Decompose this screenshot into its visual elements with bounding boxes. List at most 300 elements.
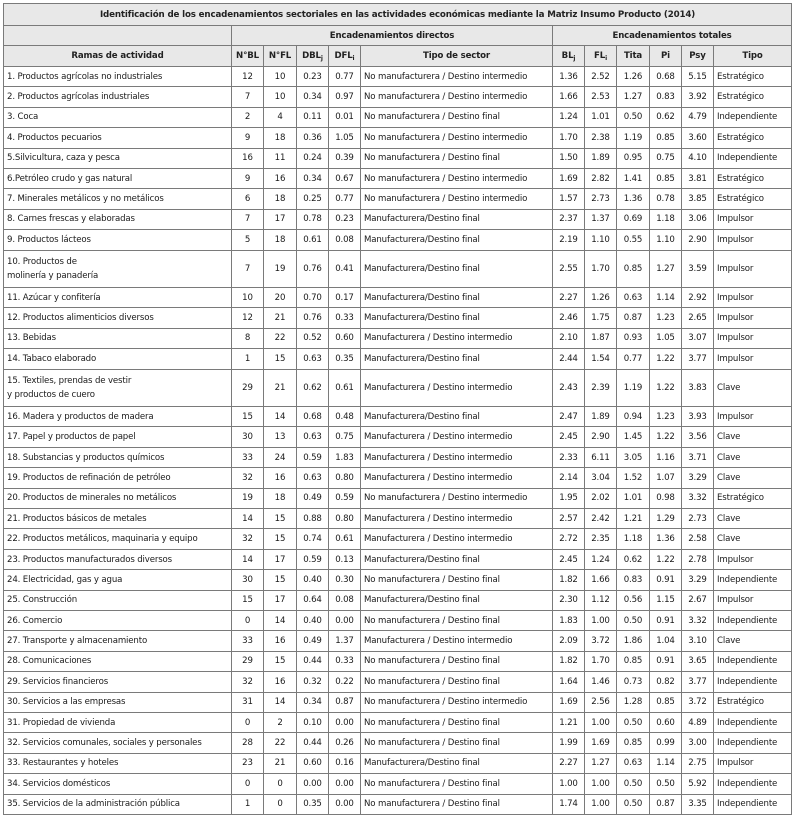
table-row	[4, 230, 792, 250]
nfl-cell: 18	[264, 488, 297, 508]
table-row	[4, 570, 792, 590]
tipo-sector-cell: Manufacturera / Destino intermedio	[361, 447, 553, 467]
nbl-cell: 7	[232, 250, 264, 288]
table-row	[4, 712, 792, 732]
nbl-cell: 8	[232, 328, 264, 348]
bl-cell: 2.27	[553, 753, 585, 773]
nbl-cell: 30	[232, 427, 264, 447]
nfl-cell: 22	[264, 328, 297, 348]
dfl-cell: 0.41	[329, 250, 361, 288]
nbl-cell: 9	[232, 128, 264, 148]
fl-cell: 1.89	[585, 407, 617, 427]
nbl-cell: 12	[232, 308, 264, 328]
nbl-cell: 31	[232, 692, 264, 712]
pi-cell: 1.14	[650, 288, 682, 308]
dfl-cell: 0.16	[329, 753, 361, 773]
nbl-cell: 12	[232, 67, 264, 87]
rama-line-2: y productos de cuero	[7, 389, 95, 400]
psy-cell: 3.32	[682, 488, 714, 508]
table-row	[4, 468, 792, 488]
col-header-tipo: Tipo	[714, 46, 792, 67]
nbl-cell: 2	[232, 107, 264, 127]
dfl-cell: 0.00	[329, 794, 361, 814]
pi-cell: 0.91	[650, 570, 682, 590]
table-row	[4, 87, 792, 107]
tipo-sector-cell: Manufacturera / Destino intermedio	[361, 468, 553, 488]
pi-cell: 0.78	[650, 189, 682, 209]
rama-cell: 34. Servicios domésticos	[4, 774, 232, 794]
nfl-cell: 10	[264, 87, 297, 107]
table-row	[4, 733, 792, 753]
tita-cell: 0.50	[617, 774, 650, 794]
col-header-pi: Pi	[650, 46, 682, 67]
psy-cell: 3.71	[682, 447, 714, 467]
nfl-cell: 17	[264, 549, 297, 569]
dbl-cell: 0.63	[297, 468, 329, 488]
pi-cell: 1.29	[650, 509, 682, 529]
tipo-sector-cell: No manufacturera / Destino intermedio	[361, 168, 553, 188]
tipo-sector-cell: Manufacturera / Destino intermedio	[361, 427, 553, 447]
psy-cell: 3.10	[682, 631, 714, 651]
dbl-cell: 0.10	[297, 712, 329, 732]
bl-cell: 2.14	[553, 468, 585, 488]
tipo-cell: Clave	[714, 447, 792, 467]
fl-cell: 1.01	[585, 107, 617, 127]
rama-cell: 31. Propiedad de vivienda	[4, 712, 232, 732]
tipo-sector-cell: No manufacturera / Destino intermedio	[361, 128, 553, 148]
rama-cell: 24. Electricidad, gas y agua	[4, 570, 232, 590]
tipo-cell: Clave	[714, 529, 792, 549]
fl-cell: 1.26	[585, 288, 617, 308]
fl-cell: 1.00	[585, 774, 617, 794]
table-row	[4, 651, 792, 671]
table-row	[4, 590, 792, 610]
tipo-cell: Impulsor	[714, 250, 792, 288]
tipo-cell: Independiente	[714, 651, 792, 671]
dfl-cell: 0.80	[329, 468, 361, 488]
table-row	[4, 692, 792, 712]
tipo-cell: Estratégico	[714, 189, 792, 209]
pi-cell: 1.22	[650, 427, 682, 447]
pi-cell: 1.22	[650, 549, 682, 569]
dbl-cell: 0.62	[297, 369, 329, 407]
table-row	[4, 672, 792, 692]
bl-cell: 1.74	[553, 794, 585, 814]
psy-cell: 2.75	[682, 753, 714, 773]
rama-cell: 6.Petróleo crudo y gas natural	[4, 168, 232, 188]
nfl-cell: 18	[264, 128, 297, 148]
tipo-cell: Independiente	[714, 774, 792, 794]
dbl-cell: 0.59	[297, 549, 329, 569]
nfl-cell: 14	[264, 407, 297, 427]
bl-cell: 2.09	[553, 631, 585, 651]
psy-cell: 3.59	[682, 250, 714, 288]
nbl-cell: 7	[232, 87, 264, 107]
tita-cell: 0.69	[617, 209, 650, 229]
psy-cell: 3.72	[682, 692, 714, 712]
nbl-cell: 5	[232, 230, 264, 250]
fl-cell: 2.02	[585, 488, 617, 508]
dbl-cell: 0.74	[297, 529, 329, 549]
tipo-sector-cell: Manufacturera / Destino intermedio	[361, 509, 553, 529]
tita-cell: 0.50	[617, 610, 650, 630]
nbl-cell: 32	[232, 468, 264, 488]
tipo-cell: Clave	[714, 468, 792, 488]
tita-cell: 1.18	[617, 529, 650, 549]
nbl-cell: 29	[232, 651, 264, 671]
bl-cell: 2.37	[553, 209, 585, 229]
fl-cell: 2.42	[585, 509, 617, 529]
tita-cell: 1.19	[617, 128, 650, 148]
tipo-sector-cell: Manufacturera / Destino intermedio	[361, 328, 553, 348]
col-header-nbl: N°BL	[232, 46, 264, 67]
psy-cell: 4.89	[682, 712, 714, 732]
nfl-cell: 17	[264, 590, 297, 610]
tita-cell: 0.50	[617, 712, 650, 732]
tipo-cell: Independiente	[714, 733, 792, 753]
pi-cell: 0.68	[650, 67, 682, 87]
tita-cell: 1.26	[617, 67, 650, 87]
dfl-cell: 0.08	[329, 590, 361, 610]
bl-cell: 2.45	[553, 427, 585, 447]
nbl-cell: 33	[232, 447, 264, 467]
nfl-cell: 21	[264, 753, 297, 773]
rama-cell: 25. Construcción	[4, 590, 232, 610]
bl-cell: 1.36	[553, 67, 585, 87]
dbl-cell: 0.59	[297, 447, 329, 467]
fl-cell: 3.04	[585, 468, 617, 488]
nbl-cell: 1	[232, 349, 264, 369]
bl-cell: 1.83	[553, 610, 585, 630]
dbl-cell: 0.61	[297, 230, 329, 250]
tipo-cell: Impulsor	[714, 328, 792, 348]
dbl-cell: 0.34	[297, 168, 329, 188]
input-output-linkages-table	[3, 3, 792, 815]
bl-cell: 2.10	[553, 328, 585, 348]
nfl-cell: 21	[264, 369, 297, 407]
tipo-cell: Impulsor	[714, 407, 792, 427]
rama-cell: 29. Servicios financieros	[4, 672, 232, 692]
pi-cell: 1.23	[650, 407, 682, 427]
rama-cell	[4, 369, 232, 407]
col-header-nfl: N°FL	[264, 46, 297, 67]
table-title: Identificación de los encadenamientos sectoriales en las actividades económicas mediante la Matriz Insumo Producto (2014)	[4, 4, 792, 26]
dbl-cell: 0.40	[297, 610, 329, 630]
psy-cell: 3.29	[682, 468, 714, 488]
dfl-cell: 0.00	[329, 712, 361, 732]
dbl-cell: 0.52	[297, 328, 329, 348]
tipo-cell: Independiente	[714, 570, 792, 590]
psy-cell: 3.29	[682, 570, 714, 590]
dbl-cell: 0.35	[297, 794, 329, 814]
nfl-cell: 18	[264, 230, 297, 250]
psy-cell: 2.58	[682, 529, 714, 549]
table-row	[4, 488, 792, 508]
psy-cell: 5.92	[682, 774, 714, 794]
dbl-cell: 0.25	[297, 189, 329, 209]
psy-cell: 3.65	[682, 651, 714, 671]
bl-cell: 2.46	[553, 308, 585, 328]
pi-cell: 1.05	[650, 328, 682, 348]
tita-cell: 0.50	[617, 107, 650, 127]
tipo-cell: Estratégico	[714, 168, 792, 188]
fl-cell: 6.11	[585, 447, 617, 467]
tipo-sector-cell: Manufacturera / Destino intermedio	[361, 529, 553, 549]
pi-cell: 1.18	[650, 209, 682, 229]
pi-cell: 1.16	[650, 447, 682, 467]
nbl-cell: 0	[232, 610, 264, 630]
psy-cell: 3.81	[682, 168, 714, 188]
psy-cell: 2.65	[682, 308, 714, 328]
nfl-cell: 19	[264, 250, 297, 288]
nfl-cell: 20	[264, 288, 297, 308]
psy-cell: 2.67	[682, 590, 714, 610]
rama-cell: 11. Azúcar y confitería	[4, 288, 232, 308]
rama-cell: 5.Silvicultura, caza y pesca	[4, 148, 232, 168]
dbl-cell: 0.49	[297, 488, 329, 508]
dfl-cell: 1.05	[329, 128, 361, 148]
col-header-dbl: $DBL_j$	[297, 46, 329, 67]
dbl-cell: 0.76	[297, 308, 329, 328]
nbl-cell: 10	[232, 288, 264, 308]
tita-cell: 0.95	[617, 148, 650, 168]
pi-cell: 1.22	[650, 349, 682, 369]
dbl-cell: 0.44	[297, 733, 329, 753]
dfl-cell: 0.61	[329, 369, 361, 407]
pi-cell: 0.83	[650, 87, 682, 107]
rama-cell: 17. Papel y productos de papel	[4, 427, 232, 447]
tipo-cell: Independiente	[714, 672, 792, 692]
tipo-sector-cell: Manufacturera/Destino final	[361, 753, 553, 773]
tipo-sector-cell: No manufacturera / Destino final	[361, 733, 553, 753]
tipo-sector-cell: Manufacturera/Destino final	[361, 549, 553, 569]
bl-cell: 1.50	[553, 148, 585, 168]
rama-cell: 7. Minerales metálicos y no metálicos	[4, 189, 232, 209]
dbl-cell: 0.88	[297, 509, 329, 529]
pi-cell: 1.10	[650, 230, 682, 250]
tipo-cell: Impulsor	[714, 753, 792, 773]
bl-cell: 1.99	[553, 733, 585, 753]
tipo-sector-cell: No manufacturera / Destino intermedio	[361, 692, 553, 712]
tipo-sector-cell: Manufacturera/Destino final	[361, 230, 553, 250]
tita-cell: 0.85	[617, 651, 650, 671]
nbl-cell: 14	[232, 509, 264, 529]
nfl-cell: 17	[264, 209, 297, 229]
tita-cell: 0.85	[617, 250, 650, 288]
dfl-cell: 0.00	[329, 610, 361, 630]
dbl-cell: 0.68	[297, 407, 329, 427]
tipo-cell: Estratégico	[714, 67, 792, 87]
dbl-cell: 0.64	[297, 590, 329, 610]
tipo-cell: Clave	[714, 427, 792, 447]
dfl-cell: 0.00	[329, 774, 361, 794]
nbl-cell: 7	[232, 209, 264, 229]
tita-cell: 0.73	[617, 672, 650, 692]
nbl-cell: 30	[232, 570, 264, 590]
tipo-cell: Independiente	[714, 148, 792, 168]
tita-cell: 1.45	[617, 427, 650, 447]
psy-cell: 3.00	[682, 733, 714, 753]
rama-cell: 35. Servicios de la administración pública	[4, 794, 232, 814]
fl-cell: 1.70	[585, 250, 617, 288]
table-row	[4, 328, 792, 348]
nbl-cell: 1	[232, 794, 264, 814]
tita-cell: 3.05	[617, 447, 650, 467]
bl-cell: 2.45	[553, 549, 585, 569]
table-row	[4, 168, 792, 188]
fl-cell: 1.00	[585, 712, 617, 732]
bl-cell: 2.57	[553, 509, 585, 529]
fl-cell: 1.27	[585, 753, 617, 773]
tipo-sector-cell: Manufacturera / Destino intermedio	[361, 369, 553, 407]
dfl-cell: 0.75	[329, 427, 361, 447]
dbl-cell: 0.63	[297, 427, 329, 447]
rama-cell: 30. Servicios a las empresas	[4, 692, 232, 712]
psy-cell: 4.10	[682, 148, 714, 168]
dfl-cell: 0.33	[329, 308, 361, 328]
fl-cell: 1.69	[585, 733, 617, 753]
psy-cell: 3.92	[682, 87, 714, 107]
pi-cell: 1.07	[650, 468, 682, 488]
rama-cell: 33. Restaurantes y hoteles	[4, 753, 232, 773]
tipo-sector-cell: Manufacturera/Destino final	[361, 349, 553, 369]
fl-cell: 1.75	[585, 308, 617, 328]
nfl-cell: 21	[264, 308, 297, 328]
psy-cell: 2.78	[682, 549, 714, 569]
tita-cell: 0.83	[617, 570, 650, 590]
tipo-cell: Independiente	[714, 107, 792, 127]
nfl-cell: 10	[264, 67, 297, 87]
dfl-cell: 0.17	[329, 288, 361, 308]
nfl-cell: 24	[264, 447, 297, 467]
tipo-cell: Impulsor	[714, 349, 792, 369]
tipo-sector-cell: No manufacturera / Destino final	[361, 672, 553, 692]
tipo-cell: Clave	[714, 369, 792, 407]
group-header-direct: Encadenamientos directos	[232, 26, 553, 46]
psy-cell: 2.92	[682, 288, 714, 308]
rama-line-2: molinería y panadería	[7, 270, 99, 281]
nbl-cell: 14	[232, 549, 264, 569]
tipo-sector-cell: Manufacturera/Destino final	[361, 308, 553, 328]
fl-cell: 3.72	[585, 631, 617, 651]
pi-cell: 0.98	[650, 488, 682, 508]
tipo-cell: Estratégico	[714, 128, 792, 148]
psy-cell: 3.77	[682, 349, 714, 369]
dfl-cell: 0.26	[329, 733, 361, 753]
pi-cell: 0.85	[650, 692, 682, 712]
nfl-cell: 15	[264, 570, 297, 590]
fl-cell: 2.52	[585, 67, 617, 87]
nfl-cell: 11	[264, 148, 297, 168]
tita-cell: 0.93	[617, 328, 650, 348]
col-header-tita: Tita	[617, 46, 650, 67]
nfl-cell: 4	[264, 107, 297, 127]
rama-cell: 9. Productos lácteos	[4, 230, 232, 250]
fl-cell: 2.53	[585, 87, 617, 107]
dfl-cell: 0.87	[329, 692, 361, 712]
fl-cell: 1.66	[585, 570, 617, 590]
tipo-cell: Clave	[714, 509, 792, 529]
dfl-cell: 0.01	[329, 107, 361, 127]
tipo-sector-cell: No manufacturera / Destino final	[361, 610, 553, 630]
table-row	[4, 447, 792, 467]
tipo-cell: Estratégico	[714, 488, 792, 508]
table-row	[4, 67, 792, 87]
psy-cell: 3.56	[682, 427, 714, 447]
dbl-cell: 0.70	[297, 288, 329, 308]
psy-cell: 4.79	[682, 107, 714, 127]
nfl-cell: 0	[264, 774, 297, 794]
fl-cell: 2.56	[585, 692, 617, 712]
dfl-cell: 0.23	[329, 209, 361, 229]
bl-cell: 2.44	[553, 349, 585, 369]
tipo-sector-cell: No manufacturera / Destino intermedio	[361, 87, 553, 107]
pi-cell: 1.27	[650, 250, 682, 288]
table-row	[4, 349, 792, 369]
table-row	[4, 369, 792, 407]
tipo-sector-cell: No manufacturera / Destino intermedio	[361, 488, 553, 508]
psy-cell: 3.06	[682, 209, 714, 229]
nbl-cell: 15	[232, 407, 264, 427]
bl-cell: 1.70	[553, 128, 585, 148]
tipo-sector-cell: No manufacturera / Destino final	[361, 712, 553, 732]
table-row	[4, 529, 792, 549]
tita-cell: 0.63	[617, 288, 650, 308]
dbl-cell: 0.76	[297, 250, 329, 288]
rama-cell: 28. Comunicaciones	[4, 651, 232, 671]
tipo-cell: Impulsor	[714, 590, 792, 610]
pi-cell: 1.36	[650, 529, 682, 549]
fl-cell: 1.00	[585, 610, 617, 630]
nfl-cell: 14	[264, 692, 297, 712]
col-header-tipo-sector: Tipo de sector	[361, 46, 553, 67]
rama-cell: 12. Productos alimenticios diversos	[4, 308, 232, 328]
tipo-sector-cell: No manufacturera / Destino final	[361, 570, 553, 590]
nbl-cell: 16	[232, 148, 264, 168]
pi-cell: 1.22	[650, 369, 682, 407]
dbl-cell: 0.60	[297, 753, 329, 773]
tipo-sector-cell: No manufacturera / Destino intermedio	[361, 67, 553, 87]
nbl-cell: 15	[232, 590, 264, 610]
tita-cell: 0.77	[617, 349, 650, 369]
group-header-total: Encadenamientos totales	[553, 26, 792, 46]
rama-cell: 23. Productos manufacturados diversos	[4, 549, 232, 569]
bl-cell: 1.82	[553, 570, 585, 590]
tipo-cell: Independiente	[714, 794, 792, 814]
tipo-sector-cell: Manufacturera/Destino final	[361, 209, 553, 229]
dbl-cell: 0.44	[297, 651, 329, 671]
pi-cell: 0.82	[650, 672, 682, 692]
rama-cell: 1. Productos agrícolas no industriales	[4, 67, 232, 87]
nbl-cell: 32	[232, 672, 264, 692]
nbl-cell: 9	[232, 168, 264, 188]
nfl-cell: 16	[264, 631, 297, 651]
pi-cell: 0.62	[650, 107, 682, 127]
table-row	[4, 631, 792, 651]
nfl-cell: 15	[264, 651, 297, 671]
tipo-cell: Estratégico	[714, 692, 792, 712]
nbl-cell: 0	[232, 712, 264, 732]
fl-cell: 1.00	[585, 794, 617, 814]
psy-cell: 2.90	[682, 230, 714, 250]
rama-line-1: 15. Textiles, prendas de vestir	[7, 375, 132, 386]
dfl-cell: 0.60	[329, 328, 361, 348]
rama-cell: 14. Tabaco elaborado	[4, 349, 232, 369]
fl-cell: 1.37	[585, 209, 617, 229]
fl-cell: 1.70	[585, 651, 617, 671]
dbl-cell: 0.63	[297, 349, 329, 369]
fl-cell: 2.38	[585, 128, 617, 148]
